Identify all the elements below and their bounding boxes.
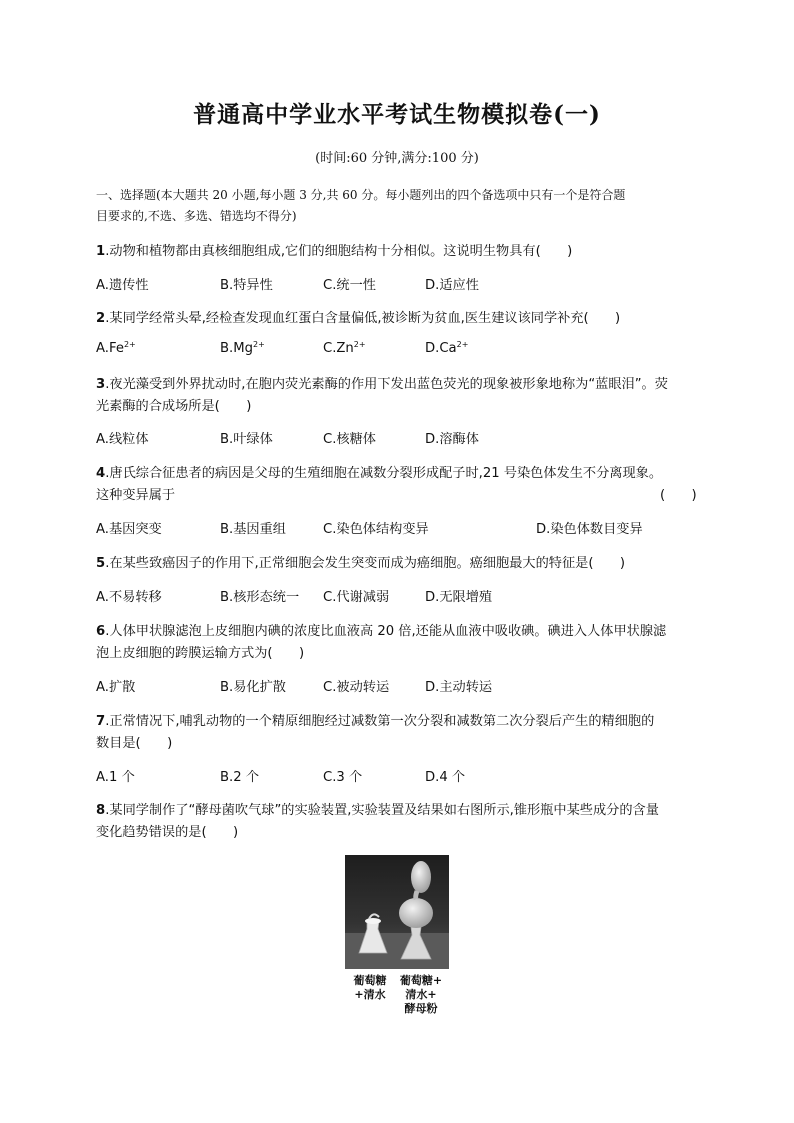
q2-option-a: $A.Fe^{2+}$ bbox=[96, 340, 136, 356]
q3-option-c: C.核糖体 bbox=[323, 432, 376, 447]
q5-option-a: A.不易转移 bbox=[96, 590, 162, 605]
q2-option-d: $D.Ca^{2+}$ bbox=[425, 340, 469, 356]
q5-option-c: C.代谢减弱 bbox=[323, 590, 390, 605]
q3-option-b: B.叶绿体 bbox=[220, 432, 273, 447]
question-7-cont: 数目是( ) bbox=[96, 736, 173, 751]
question-8-cont: 变化趋势错误的是( ) bbox=[96, 825, 239, 840]
q7-option-a: A.1 个 bbox=[96, 770, 135, 785]
section-instructions-line1: 一、选择题(本大题共 20 小题,每小题 3 分,共 60 分。每小题列出的四个备选项中只有一个是符合题 bbox=[96, 188, 626, 202]
q6-option-b: B.易化扩散 bbox=[220, 680, 286, 695]
section-instructions-line2: 目要求的,不选、多选、错选均不得分) bbox=[96, 209, 297, 223]
q3-option-a: A.线粒体 bbox=[96, 432, 149, 447]
question-1: 1.动物和植物都由真核细胞组成,它们的细胞结构十分相似。这说明生物具有( ) bbox=[96, 244, 573, 259]
q2-option-c: $C.Zn^{2+}$ bbox=[323, 340, 366, 356]
question-4-cont: 这种变异属于 bbox=[96, 488, 176, 503]
q6-option-d: D.主动转运 bbox=[425, 680, 493, 695]
q4-option-b: B.基因重组 bbox=[220, 522, 286, 537]
answer-blank: ( ) bbox=[660, 488, 697, 503]
question-7: 7.正常情况下,哺乳动物的一个精原细胞经过减数第一次分裂和减数第二次分裂后产生的精细胞的 bbox=[96, 714, 655, 729]
q4-option-a: A.基因突变 bbox=[96, 522, 162, 537]
question-3-cont: 光素酶的合成场所是( ) bbox=[96, 399, 252, 414]
question-4: 4.唐氏综合征患者的病因是父母的生殖细胞在减数分裂形成配子时,21 号染色体发生不分离现象。 bbox=[96, 466, 663, 481]
q2-option-b: $B.Mg^{2+}$ bbox=[220, 340, 265, 356]
page-title: 普通高中学业水平考试生物模拟卷(一) bbox=[193, 101, 601, 128]
right-flask-caption: 葡萄糖+ 清水+ 酵母粉 bbox=[399, 974, 443, 1015]
q4-option-c: C.染色体结构变异 bbox=[323, 522, 429, 537]
q6-option-c: C.被动转运 bbox=[323, 680, 390, 695]
q7-option-d: D.4 个 bbox=[425, 770, 466, 785]
q1-option-d: D.适应性 bbox=[425, 278, 479, 293]
q5-option-b: B.核形态统一 bbox=[220, 590, 300, 605]
q7-option-b: B.2 个 bbox=[220, 770, 260, 785]
q1-option-a: A.遗传性 bbox=[96, 278, 149, 293]
question-2: 2.某同学经常头晕,经检查发现血红蛋白含量偏低,被诊断为贫血,医生建议该同学补充( ) bbox=[96, 311, 621, 326]
left-flask-caption: 葡萄糖 +清水 bbox=[353, 974, 387, 1001]
question-6-cont: 泡上皮细胞的跨膜运输方式为( ) bbox=[96, 646, 305, 661]
q4-option-d: D.染色体数目变异 bbox=[536, 522, 643, 537]
q7-option-c: C.3 个 bbox=[323, 770, 363, 785]
question-5: 5.在某些致癌因子的作用下,正常细胞会发生突变而成为癌细胞。癌细胞最大的特征是( ) bbox=[96, 556, 625, 571]
q1-option-c: C.统一性 bbox=[323, 278, 376, 293]
question-6: 6.人体甲状腺滤泡上皮细胞内碘的浓度比血液高 20 倍,还能从血液中吸收碘。碘进入人体甲状腺滤 bbox=[96, 624, 667, 639]
q6-option-a: A.扩散 bbox=[96, 680, 136, 695]
q3-option-d: D.溶酶体 bbox=[425, 432, 479, 447]
q5-option-d: D.无限增殖 bbox=[425, 590, 493, 605]
experiment-photo bbox=[345, 855, 449, 969]
exam-info: (时间:60 分钟,满分:100 分) bbox=[315, 151, 479, 166]
question-3: 3.夜光藻受到外界扰动时,在胞内荧光素酶的作用下发出蓝色荧光的现象被形象地称为“蓝眼泪”。荧 bbox=[96, 377, 668, 392]
q1-option-b: B.特异性 bbox=[220, 278, 273, 293]
question-8: 8.某同学制作了“酵母菌吹气球”的实验装置,实验装置及结果如右图所示,锥形瓶中某些成分的含量 bbox=[96, 803, 659, 818]
